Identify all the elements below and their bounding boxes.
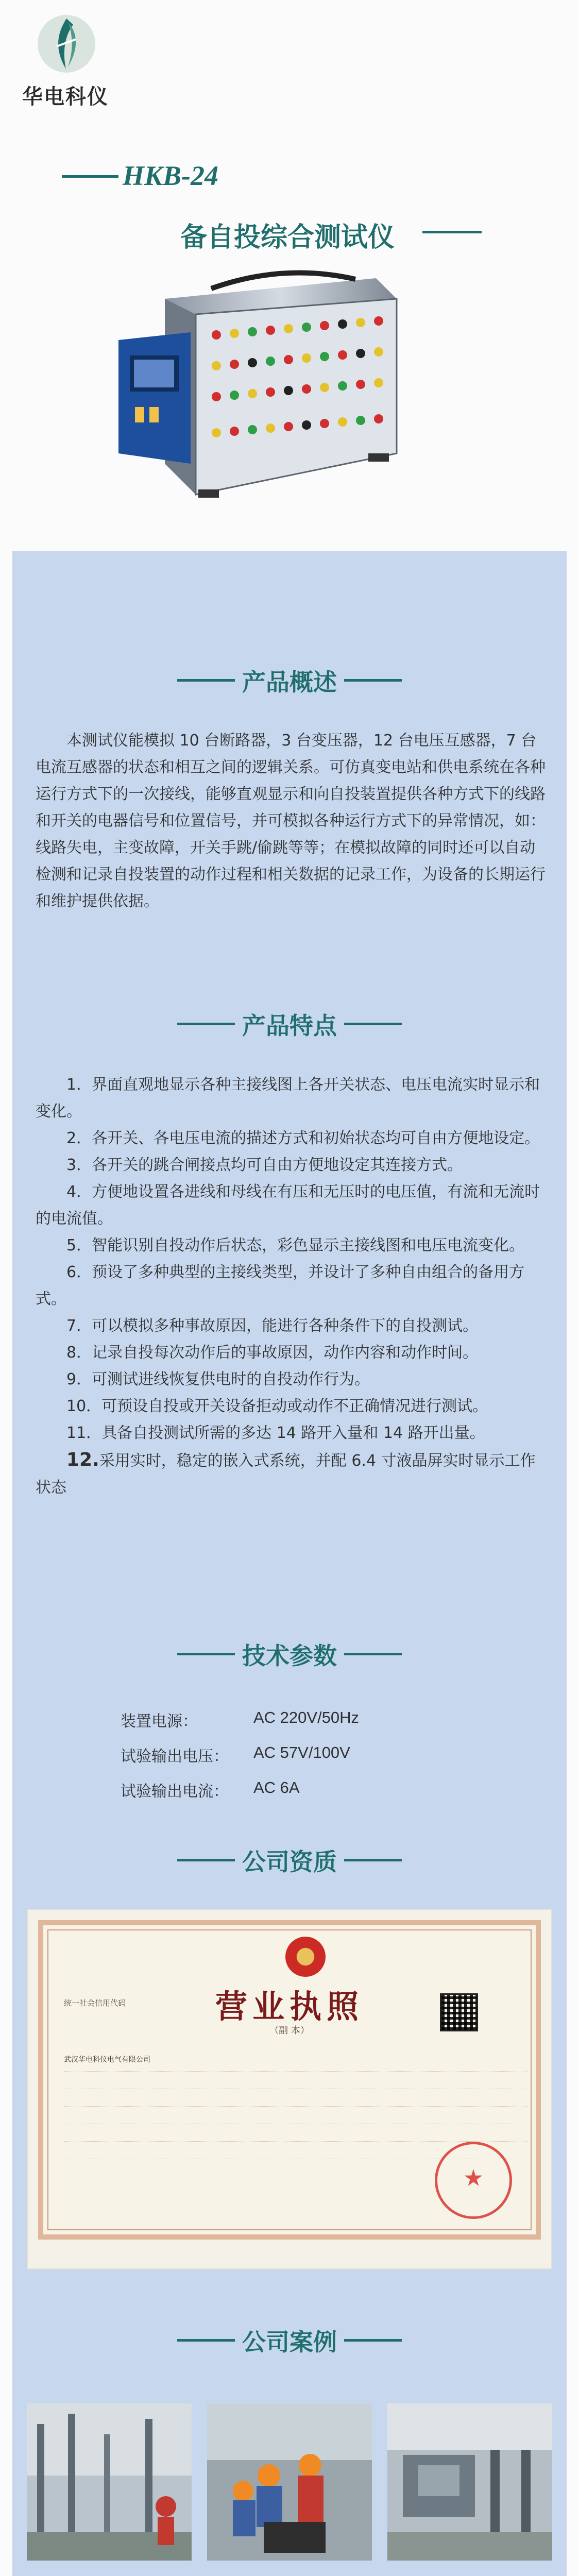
content-panel xyxy=(12,551,567,2576)
product-name: 备自投综合测试仪 xyxy=(180,222,395,253)
license-field xyxy=(64,2089,527,2107)
feature-item: 5．智能识别自投动作后状态，彩色显示主接线图和电压电流变化。 xyxy=(66,1236,525,1255)
param-label: 试验输出电压： xyxy=(121,1748,229,1766)
param-row xyxy=(121,1778,481,1814)
feature-item: 8．记录自投每次动作后的事故原因，动作内容和动作时间。 xyxy=(66,1344,479,1362)
license-field xyxy=(64,2107,527,2124)
license-frame xyxy=(38,1920,541,2240)
feature-item: 6．预设了多种典型的主接线类型，并设计了多种自由组合的备用方式。 xyxy=(36,1263,525,1308)
license-sub: （副 本） xyxy=(269,2025,310,2036)
heading-divider-right xyxy=(344,1859,402,1861)
feature-item: 4．方便地设置各进线和母线在有压和无压时的电压值，有流和无流时的电流值。 xyxy=(36,1183,540,1228)
case-photo xyxy=(207,2403,372,2561)
brand-name: 华电科仪 xyxy=(22,85,109,109)
license-field xyxy=(64,2124,527,2142)
license-field: 武汉华电科仪电气有限公司 xyxy=(64,2054,527,2072)
license-field xyxy=(64,2072,527,2089)
heading-divider-right xyxy=(344,679,402,682)
heading-divider-right xyxy=(344,1653,402,1655)
heading-divider-right xyxy=(344,1023,402,1025)
cases-heading xyxy=(12,2324,567,2354)
model-divider xyxy=(62,175,118,178)
heading-divider-right xyxy=(344,2339,402,2342)
feature-list xyxy=(36,1072,546,1501)
model-heading xyxy=(62,160,453,191)
device-image xyxy=(88,268,407,510)
license-code-label: 统一社会信用代码 xyxy=(64,1998,126,2008)
features-title: 产品特点 xyxy=(242,1012,337,1040)
param-row xyxy=(121,1708,481,1743)
license-fields xyxy=(64,2054,527,2159)
overview-text: 本测试仪能模拟 10 台断路器，3 台变压器，12 台电压互感器，7 台电流互感器的状态和相互之间的逻辑关系。可仿真变电站和供电系统在各种运行方式下的一次接线，能够直观显示和向自投装置提供各种方式下的线路和开关的电器信号和位置信号，并可模拟各种运行方式下的异常情况，如：线路失电，主变故障，开关手跳/偷跳等等；在模拟故障的同时还可以自动检测和记录自投装置的动作过程和相关数据的记录工作，为设备的长期运行和维护提供依据。 xyxy=(36,732,546,910)
case-photo-grid xyxy=(27,2403,552,2576)
tech-params xyxy=(121,1708,481,1814)
tech-heading xyxy=(12,1637,567,1668)
param-value: AC 220V/50Hz xyxy=(253,1708,360,1726)
feature-item: 11．具备自投测试所需的多达 14 路开入量和 14 路开出量。 xyxy=(66,1424,485,1442)
feature-item: 1．界面直观地显示各种主接线图上各开关状态、电压电流实时显示和变化。 xyxy=(36,1076,540,1121)
feature-item: 7．可以模拟多种事故原因，能进行各种条件下的自投测试。 xyxy=(66,1317,479,1335)
param-value: AC 57V/100V xyxy=(253,1743,350,1761)
feature-item: 10．可预设自投或开关设备拒动或动作不正确情况进行测试。 xyxy=(66,1397,488,1415)
model-number: HKB-24 xyxy=(123,160,219,191)
product-title xyxy=(180,215,541,251)
tech-title: 技术参数 xyxy=(242,1642,337,1670)
qr-code-icon xyxy=(440,1993,478,2031)
features-heading xyxy=(12,1007,567,1038)
case-photo xyxy=(387,2403,552,2561)
feature-item: 3．各开关的跳合闸接点均可自由方便地设定其连接方式。 xyxy=(66,1156,463,1174)
param-row xyxy=(121,1743,481,1778)
company-title: 公司资质 xyxy=(242,1848,337,1876)
logo-mark-icon xyxy=(36,13,97,74)
product-title-divider xyxy=(422,231,482,233)
overview-heading xyxy=(12,664,567,694)
feature-item: 12.采用实时，稳定的嵌入式系统，并配 6.4 寸液晶屏实时显示工作状态 xyxy=(36,1449,536,1497)
param-value: AC 6A xyxy=(253,1778,300,1797)
official-seal-icon xyxy=(435,2142,512,2219)
feature-item: 2．各开关、各电压电流的描述方式和初始状态均可自由方便地设定。 xyxy=(66,1129,540,1147)
overview-title: 产品概述 xyxy=(242,668,337,696)
param-label: 试验输出电流： xyxy=(121,1783,229,1801)
business-license-image xyxy=(27,1909,552,2269)
company-heading xyxy=(12,1843,567,1874)
license-heading: 营业执照 xyxy=(215,1988,364,2025)
case-photo xyxy=(27,2403,192,2561)
param-label: 装置电源： xyxy=(121,1713,198,1731)
national-emblem-icon xyxy=(285,1937,326,1977)
feature-item: 9．可测试进线恢复供电时的自投动作行为。 xyxy=(66,1370,370,1388)
cases-title: 公司案例 xyxy=(242,2328,337,2356)
brand-logo xyxy=(16,13,130,111)
